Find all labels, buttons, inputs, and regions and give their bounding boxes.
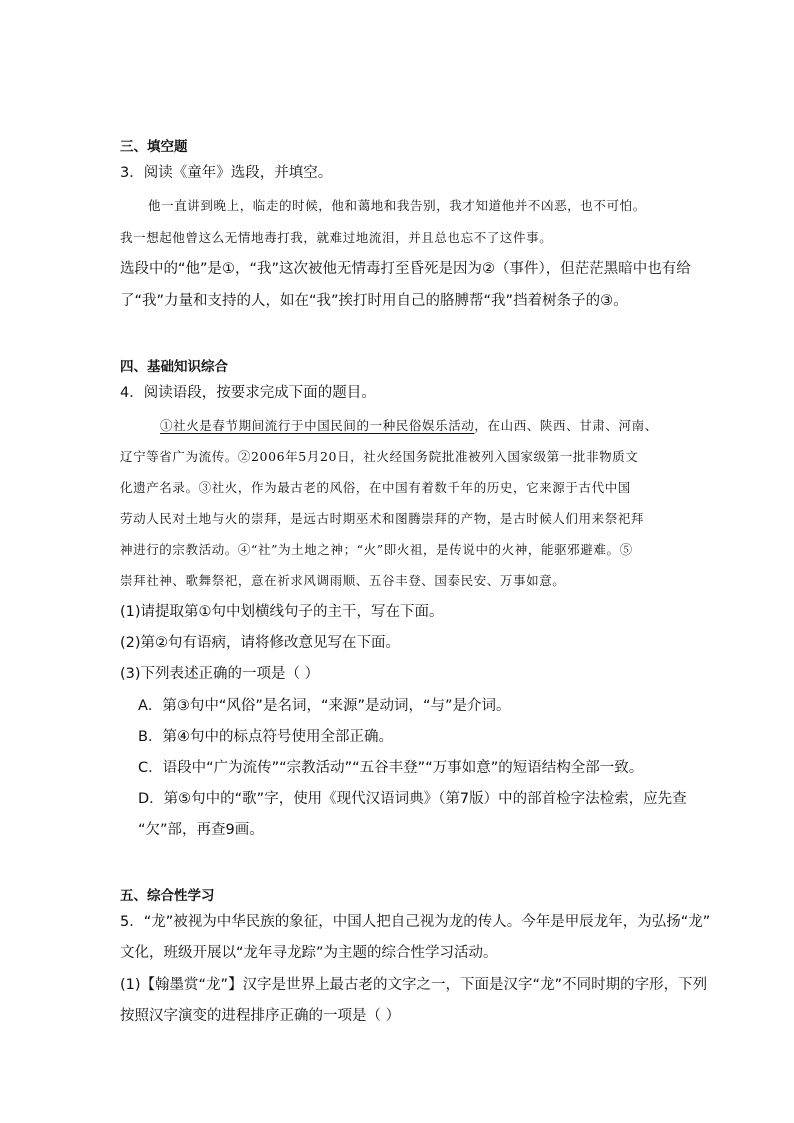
tongnian-passage-line-1: 他一直讲到晚上，临走的时候，他和蔼地和我告别，我才知道他并不凶恶，也不可怕。: [148, 198, 646, 213]
question-5-prompt-line-2: 文化，班级开展以“龙年寻龙踪”为主题的综合性学习活动。: [120, 945, 498, 961]
question-3-prompt: 3．阅读《童年》选段，并填空。: [120, 165, 333, 181]
question-4-prompt: 4．阅读语段，按要求完成下面的题目。: [120, 385, 376, 401]
question-4-sub-3: (3)下列表述正确的一项是（ ）: [120, 666, 320, 682]
shehuo-passage-line-2: 辽宁等省广为流传。②2006年5月20日，社火经国务院批准被列入国家级第一批非物质文: [120, 449, 639, 464]
question-4-sub-1: (1)请提取第①句中划横线句子的主干，写在下面。: [120, 604, 444, 620]
shehuo-passage-line-6: 崇拜社神、歌舞祭祀，意在祈求风调雨顺、五谷丰登、国泰民安、万事如意。: [120, 573, 566, 588]
shehuo-passage-line-4: 劳动人民对土地与火的崇拜，是远古时期巫术和图腾崇拜的产物，是古时候人们用来祭祀拜: [120, 511, 645, 526]
question-4-sub-2: (2)第②句有语病，请将修改意见写在下面。: [120, 635, 401, 651]
question-5-sub-1-line-2: 按照汉字演变的进程排序正确的一项是（ ）: [120, 1008, 401, 1024]
shehuo-passage-line-3: 化遗产名录。③社火，作为最古老的风俗，在中国有着数千年的历史，它来源于古代中国: [120, 480, 631, 495]
question-3-fill-text-line-1: 选段中的“他”是①，“我”这次被他无情毒打至昏死是因为②（事件），但茫茫黑暗中也有给: [120, 261, 691, 277]
section-heading-basic-knowledge: 四、基础知识综合: [120, 359, 228, 375]
option-b: B．第④句中的标点符号使用全部正确。: [138, 729, 393, 745]
option-c: C．语段中“广为流传”“宗教活动”“五谷丰登”“万事如意”的短语结构全部一致。: [138, 760, 644, 776]
question-3-fill-text-line-2: 了“我”力量和支持的人，如在“我”挨打时用自己的胳膊帮“我”挡着树条子的③。: [120, 293, 628, 309]
option-d-line-2: “欠”部，再查9画。: [138, 822, 264, 838]
shehuo-passage-line-1: [160, 416, 658, 436]
section-heading-fill-in: 三、填空题: [120, 139, 188, 155]
tongnian-passage-line-2: 我一想起他曾这么无情地毒打我，就难过地流泪，并且总也忘不了这件事。: [120, 230, 553, 245]
question-5-prompt-line-1: 5．“龙”被视为中华民族的象征，中国人把自己视为龙的传人。今年是甲辰龙年，为弘扬“龙”: [120, 914, 711, 930]
option-a: A．第③句中“风俗”是名词，“来源”是动词，“与”是介词。: [138, 698, 511, 714]
option-d-line-1: D．第⑤句中的“歌”字，使用《现代汉语词典》（第7版）中的部首检字法检索，应先查: [138, 791, 687, 807]
shehuo-passage-line-5: 神进行的宗教活动。④“社”为土地之神；“火”即火祖，是传说中的火神，能驱邪避难。⑤: [120, 542, 633, 557]
question-5-sub-1-line-1: (1)【翰墨赏“龙”】汉字是世界上最古老的文字之一，下面是汉字“龙”不同时期的字形，下列: [120, 977, 708, 993]
underlined-sentence: ①社火是春节期间流行于中国民间的一种民俗娱乐活动: [160, 418, 475, 433]
passage-line-1-rest: ，在山西、陕西、甘肃、河南、: [474, 418, 658, 433]
section-heading-integrated-learning: 五、综合性学习: [120, 888, 215, 904]
